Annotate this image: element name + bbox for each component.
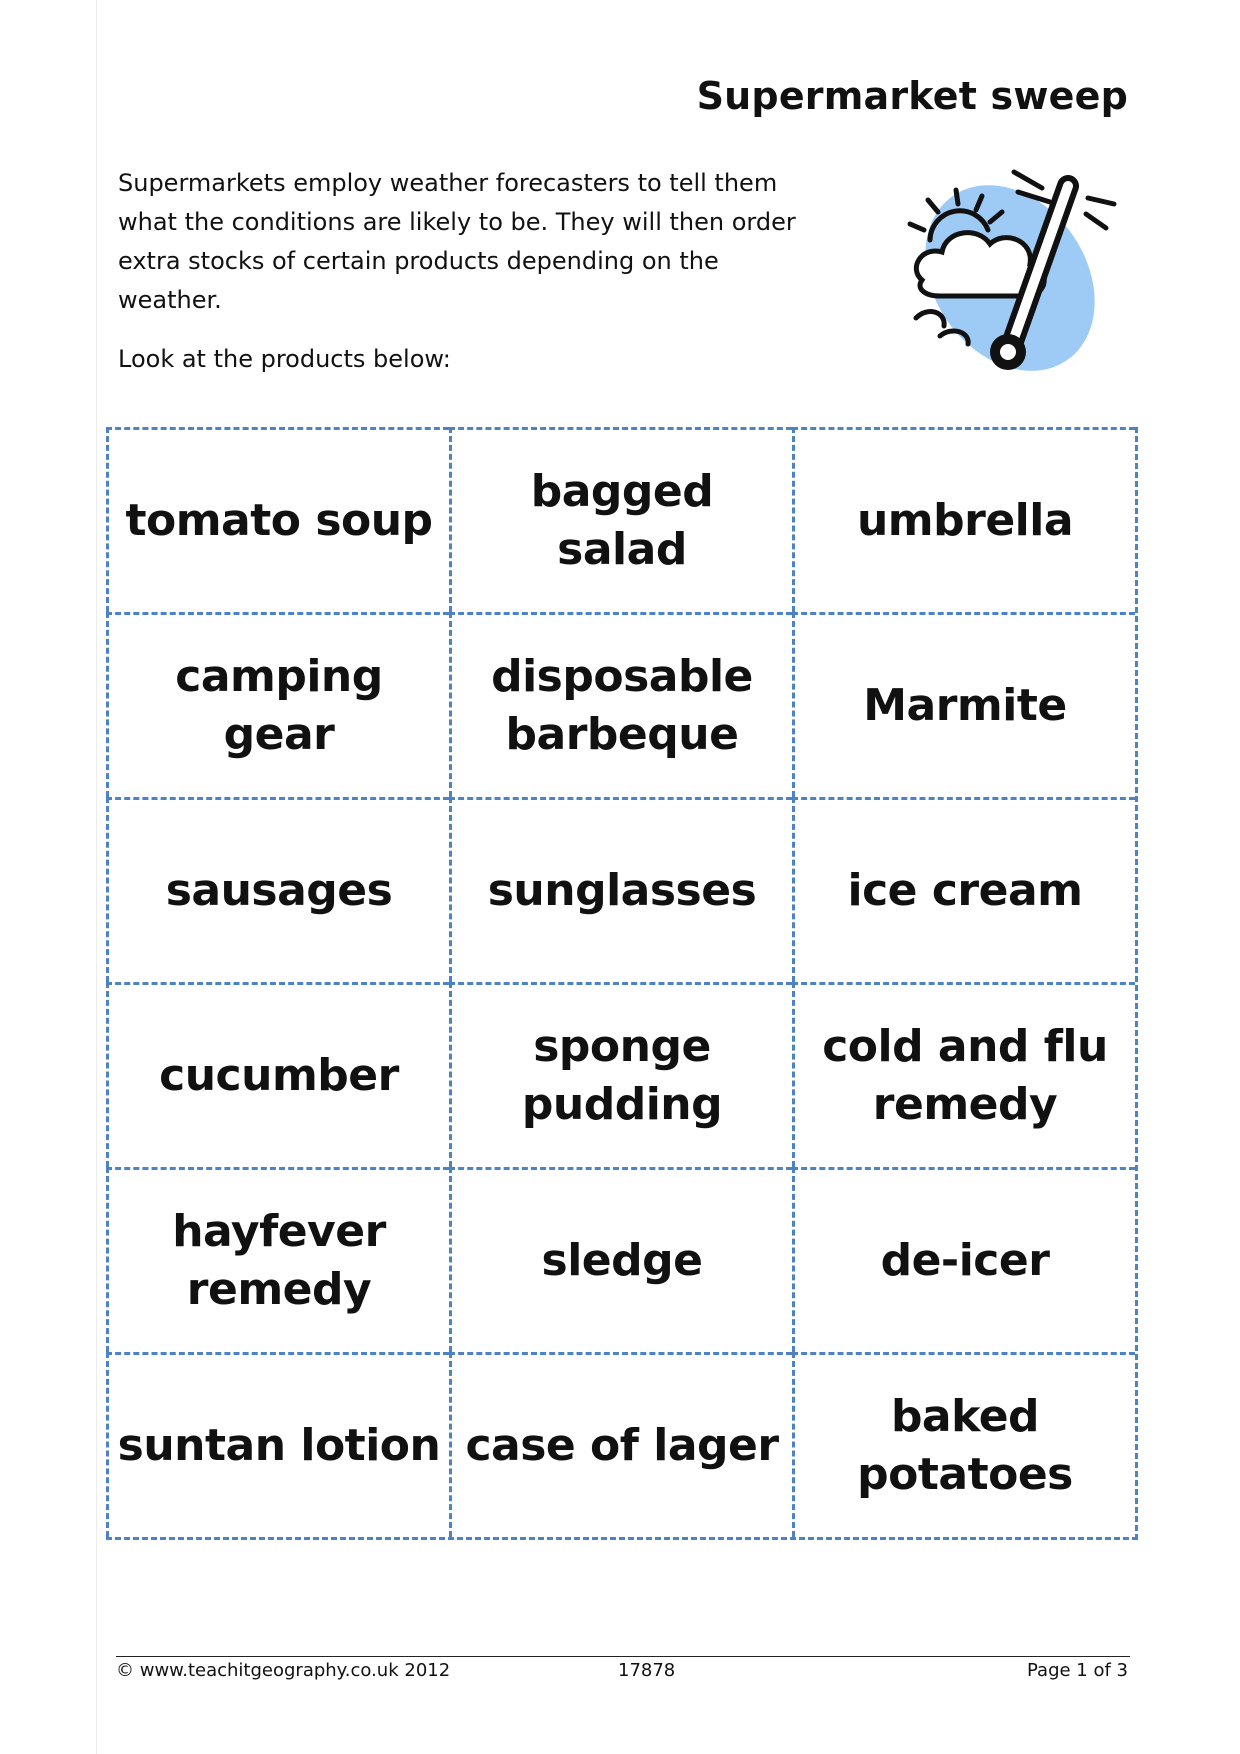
product-card-label: ice cream — [847, 865, 1083, 916]
product-card-label: disposable barbeque — [491, 651, 753, 760]
weather-thermometer-icon — [900, 168, 1130, 378]
product-card-label: baked potatoes — [857, 1391, 1073, 1500]
footer-divider — [116, 1656, 1130, 1657]
footer-copyright: © www.teachitgeography.co.uk 2012 — [116, 1660, 451, 1681]
product-card — [792, 982, 1135, 1167]
product-card-grid — [106, 427, 1138, 1540]
product-card-label: suntan lotion — [117, 1420, 441, 1471]
intro-paragraph: Supermarkets employ weather forecasters to tell them what the conditions are likely to be. They will then order extra stocks of certain products depending on the weather. — [118, 169, 796, 314]
product-card-label: umbrella — [856, 495, 1074, 546]
product-card — [449, 797, 792, 982]
product-card — [792, 612, 1135, 797]
product-card-label: sponge pudding — [521, 1021, 723, 1130]
footer-resource-code: 17878 — [618, 1660, 676, 1681]
product-card-label: cucumber — [159, 1050, 399, 1101]
product-card — [106, 982, 449, 1167]
product-card — [449, 1352, 792, 1537]
product-card — [106, 1167, 449, 1352]
product-card-label: Marmite — [863, 680, 1067, 731]
product-card — [792, 797, 1135, 982]
product-card-label: case of lager — [465, 1420, 779, 1471]
product-card — [106, 612, 449, 797]
product-card — [449, 982, 792, 1167]
footer-page-number: Page 1 of 3 — [1027, 1660, 1128, 1681]
page-title: Supermarket sweep — [696, 74, 1128, 118]
product-card-label: sunglasses — [487, 865, 757, 916]
product-card-label: cold and flu remedy — [822, 1021, 1108, 1130]
product-card-label: hayfever remedy — [172, 1206, 386, 1315]
product-card-label: de-icer — [880, 1235, 1050, 1286]
product-card — [449, 612, 792, 797]
product-card-label: bagged salad — [530, 466, 714, 575]
product-card-label: sausages — [165, 865, 393, 916]
product-card — [792, 1352, 1135, 1537]
product-card-label: camping gear — [175, 651, 383, 760]
product-card — [792, 1167, 1135, 1352]
product-card — [106, 427, 449, 612]
page-edge — [96, 0, 97, 1754]
product-card — [449, 427, 792, 612]
product-card — [106, 797, 449, 982]
instruction-text: Look at the products below: — [118, 345, 451, 373]
product-card-label: sledge — [541, 1235, 703, 1286]
product-card — [449, 1167, 792, 1352]
product-card — [792, 427, 1135, 612]
product-card — [106, 1352, 449, 1537]
product-card-label: tomato soup — [125, 495, 433, 546]
